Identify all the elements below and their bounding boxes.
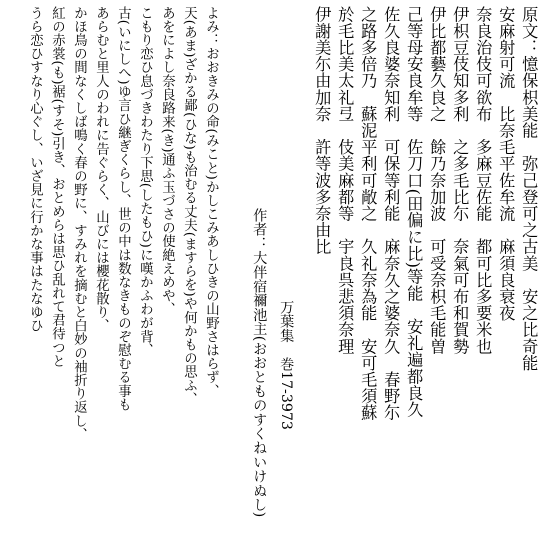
reading-line-9: うら恋ひすなり心ぐし、いざ見に行かな事はたなゆひ <box>27 6 43 333</box>
reading-line-4: こもり恋ひ息づきわたり下思(したもひ)に嘆かふわが背、 <box>137 6 153 357</box>
reading-line-6: あらむと里人のわれに告ぐらく、山びには櫻花散り、 <box>93 6 109 333</box>
reading-line-3: あをによし奈良路来(き)通ふ玉づさの使絶えめや、 <box>159 6 175 317</box>
reading-line-8: 紅の赤裳(も)裾(すそ)引き、おとめらは思ひ乱れて君待つと <box>49 6 65 368</box>
original-line-5: 伊比都藝久良之 餘乃奈加波 可受奈枳毛能曽 <box>427 6 447 355</box>
original-line-10: 伊謝美尓由加奈 許等波多奈由比 <box>312 6 332 255</box>
reading-line-7: かほ鳥の間なくしば鳴く春の野に、すみれを摘むと白妙の袖折り返し、 <box>71 6 87 442</box>
reading-line-1: よみ：おおきみの命(みこと)かしこみあしひきの山野さはらず、 <box>203 6 219 398</box>
author-caption: 作者：大伴宿禰池主(おおとものすくねいけぬし) <box>251 208 268 518</box>
original-line-7: 佐久良婆奈知利 可保等利能 麻奈久之婆奈久 春野尓 <box>381 6 401 421</box>
reading-line-5: 古(いにしへ)ゆ言ひ継ぎくらし、世の中は数なきものぞ慰むる事も <box>115 6 131 412</box>
original-line-9: 於毛比美太礼弖 伎美麻都等 宇良呉悲須奈理 <box>335 6 355 355</box>
original-line-1: 原文：憶保枳美能 弥己登可之古美 安之比奇能 <box>519 6 539 372</box>
original-line-2: 安麻射可流 比奈毛平佐牟流 麻須良衰夜 <box>496 6 516 322</box>
original-line-6: 己等母安良牟等 佐刀口(田偏に比)等能 安礼遍都良久 <box>404 6 424 418</box>
source-caption: 万葉集 巻17-3973 <box>278 300 295 430</box>
original-line-3: 奈良治伎可欲布 多麻豆佐能 都可比多要米也 <box>473 6 493 355</box>
original-line-4: 伊枳豆伎知多利 之多毛比尓 奈氣可布和賀勢 <box>450 6 470 355</box>
reading-line-2: 天(あま)ざかる鄙(ひな)も治むる丈夫(ますらを)や何かもの思ふ、 <box>181 6 197 406</box>
original-line-8: 之路多倍乃 蘇泥平利可敞之 久礼奈為能 安可毛須蘇 <box>358 6 378 421</box>
